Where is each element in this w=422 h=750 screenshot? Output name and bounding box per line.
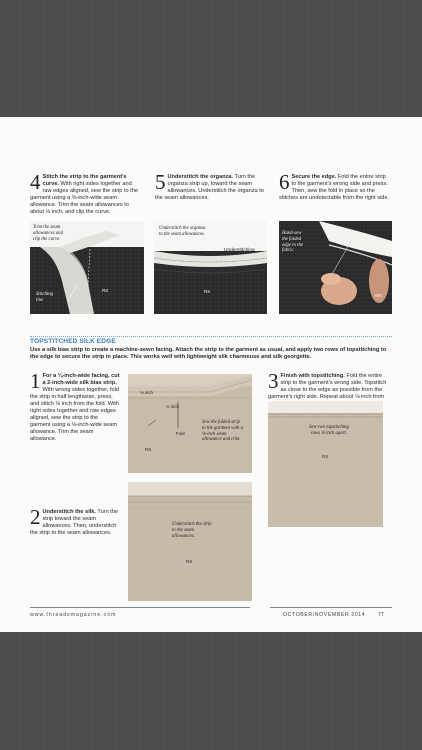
step-4-body: With right sides together and raw edges aligned, sew the strip to the garment using a ⅜-inch-wide seam allowance. Trim the seam allowances to about ⅛ inch, and clip the curve. <box>30 181 138 215</box>
step-a2-number: 2 <box>30 505 41 529</box>
footer-website[interactable]: www.threadsmagazine.com <box>30 612 117 618</box>
top-dark-band <box>0 0 422 117</box>
step-a2-title: Understitch the silk. <box>42 509 96 515</box>
step-5-caption-understitching: Understitching <box>224 248 255 253</box>
footer-rule-left <box>30 607 250 608</box>
footer-rule-right <box>270 607 392 608</box>
step-a1-text <box>30 369 120 443</box>
magazine-page[interactable] <box>0 117 422 632</box>
step-4-caption-trim: Trim the seam allowances and clip the curve. <box>33 225 63 242</box>
step-a1-label-eighth: ⅛ inch <box>140 390 153 395</box>
footer-page-number: 77 <box>378 612 384 618</box>
step-a3-caption: Sew two topstitching rows ⅛ inch apart. <box>309 425 349 436</box>
step-a2-rs-label: RS <box>186 559 193 564</box>
step-a2-illustration <box>128 482 252 601</box>
step-4-rs-label: RS <box>102 288 109 293</box>
step-a3-rs-label: RS <box>322 454 329 459</box>
step-a3-body: Fold the entire strip to the garment’s wrong side. Topstitch as close to the edge as possible from the garment’s right side. Repeat about ⅛ inch from <box>268 373 387 400</box>
bottom-dark-band <box>0 632 422 750</box>
step-a1-rs-label: RS <box>145 447 152 452</box>
section-intro: Use a silk bias strip to create a machine-sewn facing. Attach the strip to the garment as usual, and apply two rows of topstitching to the edge to secure the strip in place. This works well with lightweight silk charmeuse and silk georgette. <box>30 347 387 361</box>
section-rule <box>30 336 392 337</box>
step-a2-text <box>30 505 120 537</box>
step-a3-number: 3 <box>268 369 279 393</box>
step-4-photo <box>30 221 144 314</box>
step-a2-caption: Understitch the strip to the seam allowances. <box>172 522 212 539</box>
step-a3-title: Finish with topstitching. <box>280 373 345 379</box>
step-5-photo <box>154 221 267 314</box>
step-a1-body: With wrong sides together, fold the strip in half lengthwise, press, and stitch ⅛ inch from the fold. With right sides together and raw edges aligned, sew the strip to the garment using a ⅛-inch-wide seam allowance. Trim the seam allowance. <box>30 387 119 442</box>
section-title: TOPSTITCHED SILK EDGE <box>30 338 116 345</box>
step-5-number: 5 <box>155 170 166 194</box>
step-6-title: Secure the edge. <box>291 174 337 180</box>
step-6-ws-label: WS <box>375 293 383 298</box>
step-a2-body: Turn the strip toward the seam allowances. Then, understitch the strip to the seam allowances. <box>30 509 119 536</box>
step-6-body: Fold the entire strip to the garment’s wrong side and press. Then, sew the fold in place so the stitches are undetectable from the right side. <box>279 174 390 201</box>
step-4-text <box>30 170 142 216</box>
step-a2-photo <box>128 482 252 601</box>
step-6-caption-hand: Hand-sew the folded edge to the fabric. <box>282 231 304 254</box>
step-5-title: Understitch the organza. <box>167 174 234 180</box>
step-6-number: 6 <box>279 170 290 194</box>
step-6-text <box>279 170 391 202</box>
step-a1-label-fold: Fold <box>176 431 185 436</box>
step-a3-photo <box>268 401 383 527</box>
step-5-body: Turn the organza strip up, toward the seam allowances. Understitch the organza to the seam allowances. <box>155 174 264 201</box>
step-4-number: 4 <box>30 170 41 194</box>
step-a1-photo <box>128 374 252 473</box>
step-5-caption-understitch: Understitch the organza to the seam allowances. <box>159 226 206 237</box>
step-a1-label-quarter: ¼ inch <box>166 404 179 409</box>
step-a1-number: 1 <box>30 369 41 393</box>
step-6-photo <box>279 221 392 314</box>
step-4-caption-stitching: Stitching line <box>36 292 54 303</box>
step-5-rs-label: RS <box>204 289 211 294</box>
step-a1-caption: Sew the folded strip to the garment with a ⅛-inch seam allowance and trim. <box>202 420 244 443</box>
step-4-title: Stitch the strip to the garment’s curve. <box>42 174 127 187</box>
footer-issue: OCTOBER/NOVEMBER 2014 <box>283 612 366 618</box>
step-a1-title: For a ⅛-inch-wide facing, cut a 2-inch-wide silk bias strip. <box>42 373 120 386</box>
step-a3-illustration <box>268 401 383 527</box>
step-5-text <box>155 170 265 202</box>
